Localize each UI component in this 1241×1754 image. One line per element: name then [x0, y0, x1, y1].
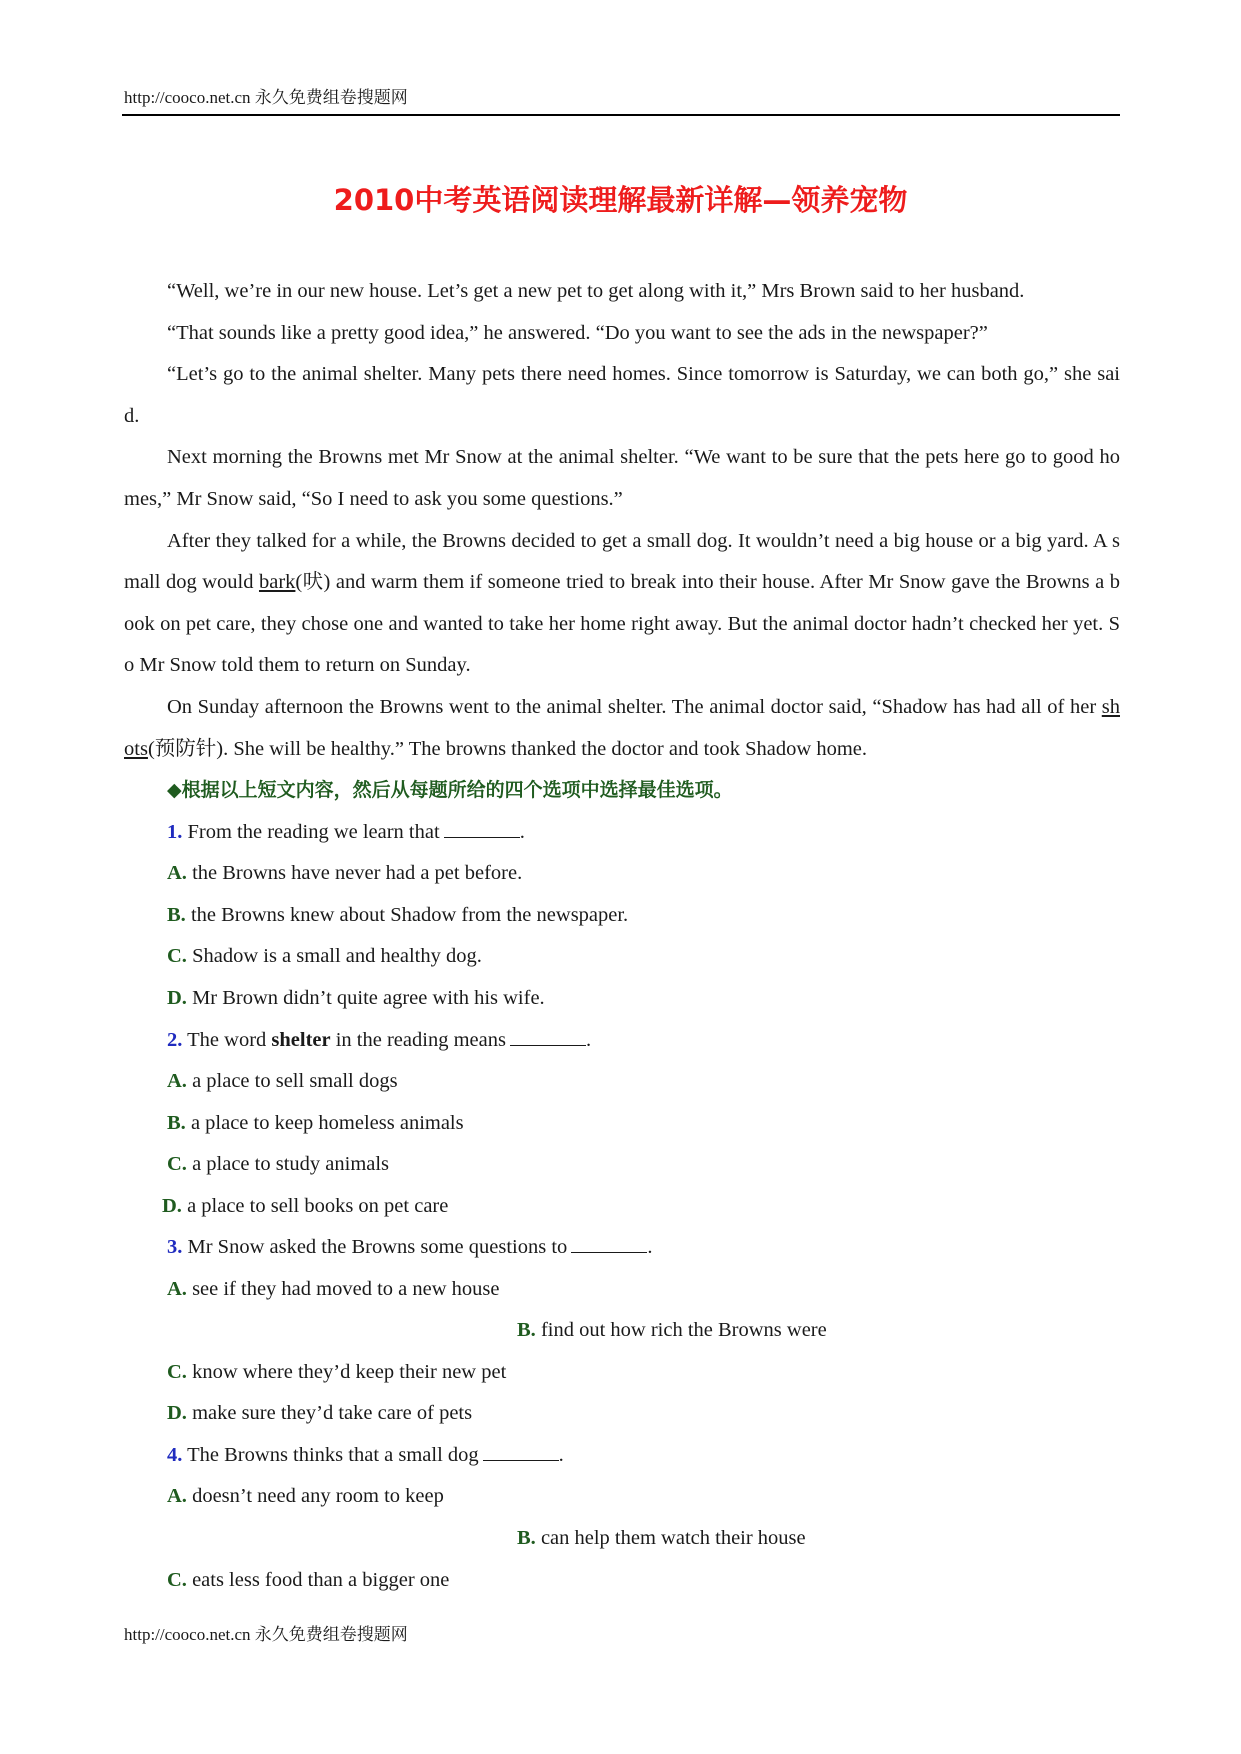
q1-option-b[interactable]: [167, 895, 628, 937]
answer-blank: [510, 1029, 586, 1046]
option-label: C.: [167, 1569, 187, 1591]
paragraph-1: “Well, we’re in our new house. Let’s get a new pet to get along with it,” Mrs Brown said to her husband.: [167, 280, 1025, 302]
option-label: D.: [167, 987, 187, 1009]
option-text: a place to study animals: [192, 1153, 390, 1175]
q3-option-d[interactable]: [167, 1393, 472, 1435]
paragraph-5-text-b: and warm them if someone tried to break into their house. After Mr Snow gave the Browns a book on pet care, they chose one and wanted to take her home right away. But the animal doctor hadn’t checked her yet. So Mr Snow told them to return on Sunday.: [124, 571, 1121, 677]
answer-blank: [483, 1444, 559, 1461]
q3-option-c[interactable]: [167, 1352, 506, 1394]
answer-blank: [444, 821, 520, 838]
answer-blank: [571, 1236, 647, 1253]
q3-option-b[interactable]: [517, 1310, 827, 1352]
q4-option-b[interactable]: [517, 1518, 806, 1560]
option-text: doesn’t need any room to keep: [192, 1485, 444, 1507]
document-title: 2010中考英语阅读理解最新详解—领养宠物: [333, 183, 908, 217]
option-label: B.: [167, 1112, 186, 1134]
option-text: eats less food than a bigger one: [192, 1569, 450, 1591]
option-label: D.: [162, 1195, 182, 1217]
question-instruction: ◆根据以上短文内容，然后从每题所给的四个选项中选择最佳选项。: [167, 779, 733, 801]
question-stem-a: The word: [187, 1029, 267, 1051]
option-label: C.: [167, 945, 187, 967]
question-1: [167, 812, 525, 854]
option-label: A.: [167, 862, 187, 884]
q2-option-c[interactable]: [167, 1144, 389, 1186]
question-number: 2.: [167, 1029, 183, 1051]
paragraph-2: “That sounds like a pretty good idea,” he answered. “Do you want to see the ads in the newspaper?”: [167, 321, 988, 344]
q4-option-c[interactable]: [167, 1560, 449, 1602]
paragraph-4: Next morning the Browns met Mr Snow at the animal shelter. “We want to be sure that the pets here go to good homes,” Mr Snow said, “So I need to ask you some questions.”: [124, 446, 1120, 510]
option-text: see if they had moved to a new house: [192, 1278, 500, 1300]
paragraph-5: [124, 521, 1120, 687]
footer-slogan: 永久免费组卷搜题网: [254, 1625, 408, 1644]
paragraph-5-text-a: After they talked for a while, the Browns decided to get a small dog. It wouldn’t need a big house or a big yard. A small dog would: [124, 529, 1120, 594]
q2-option-a[interactable]: [167, 1061, 398, 1103]
paragraph-6-text-b: . She will be healthy.” The browns thanked the doctor and took Shadow home.: [223, 737, 868, 760]
option-label: B.: [167, 904, 186, 926]
question-2: [167, 1020, 591, 1062]
vocab-bark: bark: [258, 571, 296, 594]
vocab-shots-gloss: (预防针): [147, 737, 224, 760]
page-footer: [124, 1625, 408, 1645]
stem-end: .: [558, 1444, 564, 1466]
vocab-bark-gloss: (吠): [295, 571, 331, 594]
question-stem: The Browns thinks that a small dog: [187, 1444, 479, 1466]
option-label: B.: [517, 1527, 536, 1549]
question-4: [167, 1435, 564, 1477]
header-slogan: 永久免费组卷搜题网: [254, 88, 408, 107]
option-text: Shadow is a small and healthy dog.: [192, 945, 482, 967]
q1-option-c[interactable]: [167, 936, 482, 978]
paragraph-3: “Let’s go to the animal shelter. Many pets there need homes. Since tomorrow is Saturday, we can both go,” she said.: [124, 363, 1120, 427]
q3-option-a[interactable]: [167, 1269, 499, 1311]
question-stem-b: in the reading means: [335, 1029, 506, 1051]
option-text: a place to keep homeless animals: [190, 1112, 464, 1134]
option-label: C.: [167, 1153, 187, 1175]
option-label: A.: [167, 1278, 187, 1300]
option-text: Mr Brown didn’t quite agree with his wife.: [192, 987, 545, 1009]
option-text: can help them watch their house: [540, 1527, 806, 1549]
header-divider: [122, 114, 1120, 116]
q2-option-d[interactable]: [162, 1186, 448, 1228]
option-text: the Browns knew about Shadow from the newspaper.: [190, 904, 629, 926]
header-site-url[interactable]: http://cooco.net.cn: [124, 88, 251, 107]
vocab-shots: shots: [124, 695, 1120, 760]
stem-end: .: [585, 1029, 592, 1051]
option-label: A.: [167, 1070, 187, 1092]
question-number: 3.: [167, 1236, 183, 1258]
option-text: a place to sell small dogs: [192, 1070, 398, 1092]
paragraph-6-text-a: On Sunday afternoon the Browns went to the animal shelter. The animal doctor said, “Shadow has had all of her: [167, 695, 1102, 718]
option-label: A.: [167, 1485, 187, 1507]
option-label: D.: [167, 1402, 187, 1424]
option-text: know where they’d keep their new pet: [192, 1361, 507, 1383]
question-number: 1.: [167, 821, 183, 843]
option-text: find out how rich the Browns were: [540, 1319, 827, 1341]
q1-option-a[interactable]: [167, 853, 522, 895]
option-text: a place to sell books on pet care: [187, 1195, 449, 1217]
option-label: C.: [167, 1361, 187, 1383]
paragraph-6: [124, 687, 1120, 770]
page-header: [124, 88, 1120, 108]
q4-option-a[interactable]: [167, 1476, 444, 1518]
option-text: make sure they’d take care of pets: [192, 1402, 473, 1424]
q2-option-b[interactable]: [167, 1103, 464, 1145]
q1-option-d[interactable]: [167, 978, 545, 1020]
question-stem: From the reading we learn that: [187, 821, 440, 843]
question-number: 4.: [167, 1444, 183, 1466]
stem-end: .: [519, 821, 525, 843]
stem-end: .: [647, 1236, 653, 1258]
option-label: B.: [517, 1319, 536, 1341]
question-stem: Mr Snow asked the Browns some questions to: [187, 1236, 568, 1258]
question-3: [167, 1227, 652, 1269]
option-text: the Browns have never had a pet before.: [192, 862, 523, 884]
footer-site-url[interactable]: http://cooco.net.cn: [124, 1625, 251, 1644]
question-keyword: shelter: [271, 1029, 331, 1051]
reading-passage: [124, 271, 1120, 770]
